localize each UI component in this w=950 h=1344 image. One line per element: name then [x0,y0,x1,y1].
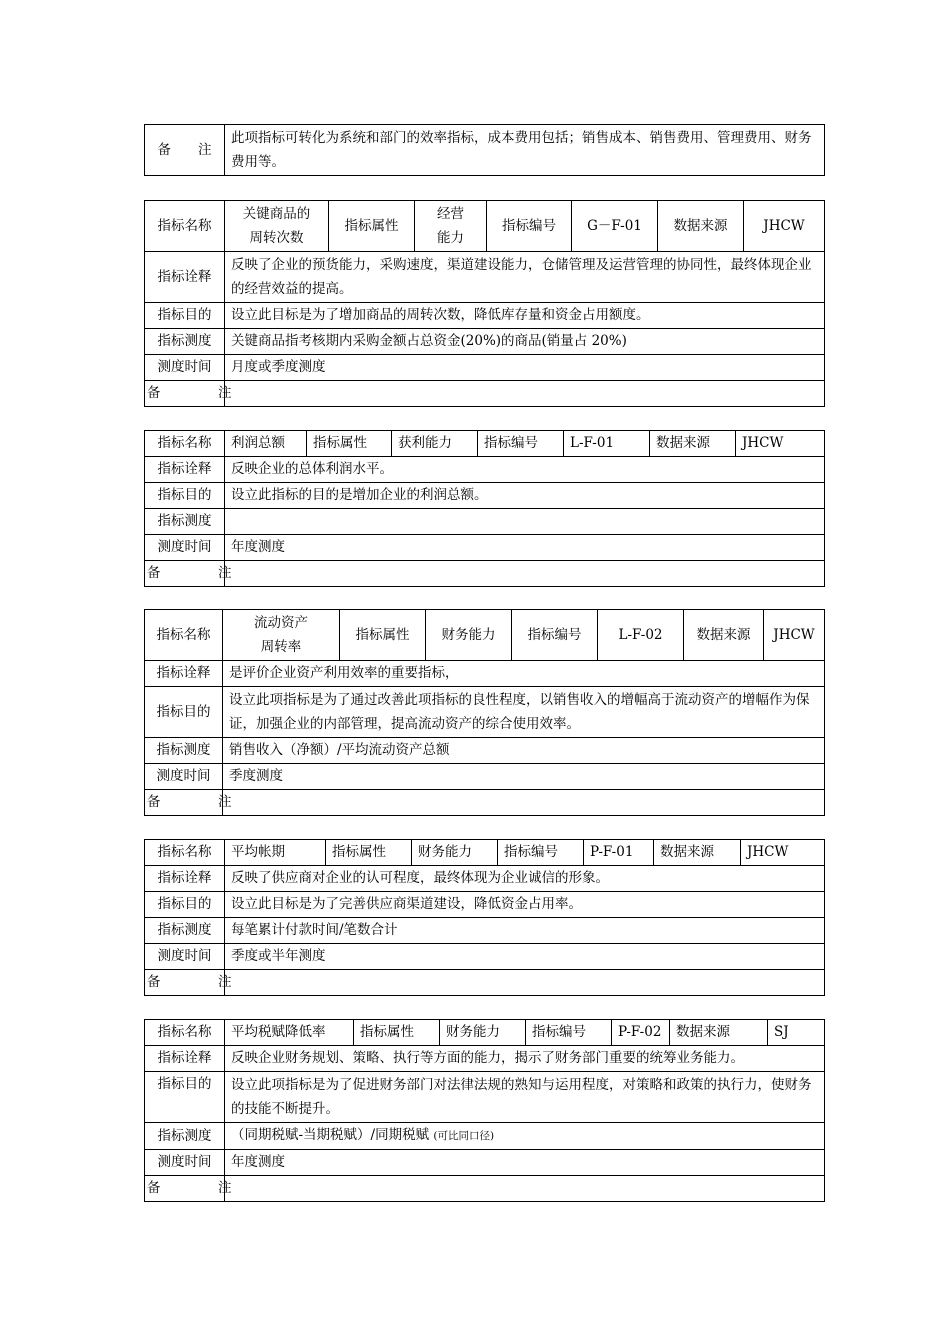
label-purpose: 指标目的 [145,303,225,329]
label-name: 指标名称 [145,1020,225,1046]
label-code: 指标编号 [487,201,572,252]
kpi-interp: 反映企业的总体利润水平。 [225,457,825,483]
label-interp: 指标诠释 [145,866,225,892]
kpi-name: 流动资产 周转率 [223,610,340,661]
kpi-source: JHCW [736,431,825,457]
remark-table [144,124,825,176]
label-source: 数据来源 [654,840,741,866]
kpi-measure: 每笔累计付款时间/笔数合计 [225,918,825,944]
kpi-remark [225,970,825,996]
kpi-purpose: 设立此目标是为了增加商品的周转次数，降低库存量和资金占用额度。 [225,303,825,329]
kpi-attr: 经营 能力 [415,201,487,252]
kpi-interp: 反映企业财务规划、策略、执行等方面的能力，揭示了财务部门重要的统筹业务能力。 [225,1046,825,1072]
label-code: 指标编号 [478,431,564,457]
kpi-purpose: 设立此项指标是为了通过改善此项指标的良性程度，以销售收入的增幅高于流动资产的增幅作为保证，加强企业的内部管理，提高流动资产的综合使用效率。 [223,687,825,738]
label-name: 指标名称 [145,431,225,457]
label-attr: 指标属性 [307,431,392,457]
remark-text: 此项指标可转化为系统和部门的效率指标，成本费用包括；销售成本、销售费用、管理费用、财务费用等。 [225,125,825,176]
kpi-name: 关键商品的 周转次数 [225,201,329,252]
kpi-attr: 获利能力 [392,431,478,457]
label-measure: 指标测度 [145,329,225,355]
kpi-remark [225,381,825,407]
label-time: 测度时间 [145,535,225,561]
label-attr: 指标属性 [340,610,426,661]
kpi-table-total-profit [144,430,825,587]
label-time: 测度时间 [145,1150,225,1176]
kpi-purpose: 设立此项指标是为了促进财务部门对法律法规的熟知与运用程度，对策略和政策的执行力，使财务的技能不断提升。 [225,1072,825,1123]
kpi-measure: 关键商品指考核期内采购金额占总资金(20%)的商品(销量占 20%) [225,329,825,355]
label-time: 测度时间 [145,764,223,790]
label-source: 数据来源 [684,610,764,661]
label-interp: 指标诠释 [145,252,225,303]
label-interp: 指标诠释 [145,661,223,687]
kpi-source: JHCW [741,840,825,866]
kpi-remark [225,1176,825,1202]
label-source: 数据来源 [670,1020,768,1046]
kpi-table-current-asset-turnover [144,609,825,816]
label-interp: 指标诠释 [145,457,225,483]
label-time: 测度时间 [145,944,225,970]
label-purpose: 指标目的 [145,1072,225,1123]
label-purpose: 指标目的 [145,687,223,738]
label-name: 指标名称 [145,201,225,252]
kpi-time: 年度测度 [225,535,825,561]
kpi-interp: 反映了供应商对企业的认可程度，最终体现为企业诚信的形象。 [225,866,825,892]
kpi-measure-main: （同期税赋-当期税赋）/同期税赋 [231,1127,430,1143]
kpi-time: 季度测度 [223,764,825,790]
label-attr: 指标属性 [354,1020,440,1046]
kpi-purpose: 设立此目标是为了完善供应商渠道建设，降低资金占用率。 [225,892,825,918]
kpi-attr: 财务能力 [412,840,498,866]
label-attr: 指标属性 [329,201,415,252]
kpi-attr: 财务能力 [426,610,512,661]
kpi-interp: 是评价企业资产利用效率的重要指标， [223,661,825,687]
label-remark: 备 注 [145,1176,225,1202]
label-measure: 指标测度 [145,1123,225,1150]
label-remark: 备 注 [145,790,223,816]
kpi-source: SJ [768,1020,825,1046]
kpi-remark [223,790,825,816]
label-code: 指标编号 [526,1020,612,1046]
label-name: 指标名称 [145,840,225,866]
kpi-code: L-F-02 [598,610,684,661]
label-name: 指标名称 [145,610,223,661]
kpi-interp: 反映了企业的预货能力，采购速度，渠道建设能力，仓储管理及运营管理的协同性，最终体现企业的经营效益的提高。 [225,252,825,303]
kpi-attr: 财务能力 [440,1020,526,1046]
kpi-name: 平均税赋降低率 [225,1020,354,1046]
label-interp: 指标诠释 [145,1046,225,1072]
label-measure: 指标测度 [145,509,225,535]
label-measure: 指标测度 [145,738,223,764]
kpi-source: JHCW [744,201,825,252]
label-code: 指标编号 [512,610,598,661]
kpi-measure: 销售收入（净额）/平均流动资产总额 [223,738,825,764]
kpi-measure [225,1123,825,1150]
kpi-measure [225,509,825,535]
label-code: 指标编号 [498,840,584,866]
label-measure: 指标测度 [145,918,225,944]
kpi-code: P-F-01 [584,840,654,866]
label-remark: 备 注 [145,561,225,587]
remark-label: 备 注 [145,125,225,176]
kpi-time: 年度测度 [225,1150,825,1176]
kpi-remark [225,561,825,587]
kpi-measure-note: (可比同口径) [433,1130,495,1142]
kpi-code: G－F-01 [572,201,658,252]
kpi-name: 平均帐期 [225,840,326,866]
label-attr: 指标属性 [326,840,412,866]
kpi-name: 利润总额 [225,431,307,457]
label-remark: 备 注 [145,970,225,996]
label-source: 数据来源 [658,201,744,252]
kpi-source: JHCW [764,610,825,661]
kpi-time: 月度或季度测度 [225,355,825,381]
kpi-time: 季度或半年测度 [225,944,825,970]
kpi-code: L-F-01 [564,431,650,457]
label-purpose: 指标目的 [145,483,225,509]
kpi-purpose: 设立此指标的目的是增加企业的利润总额。 [225,483,825,509]
kpi-code: P-F-02 [612,1020,670,1046]
kpi-table-avg-tax-reduction [144,1019,825,1202]
label-remark: 备 注 [145,381,225,407]
kpi-table-avg-payment-period [144,839,825,996]
label-source: 数据来源 [650,431,736,457]
label-time: 测度时间 [145,355,225,381]
kpi-table-key-goods-turnover [144,200,825,407]
label-purpose: 指标目的 [145,892,225,918]
